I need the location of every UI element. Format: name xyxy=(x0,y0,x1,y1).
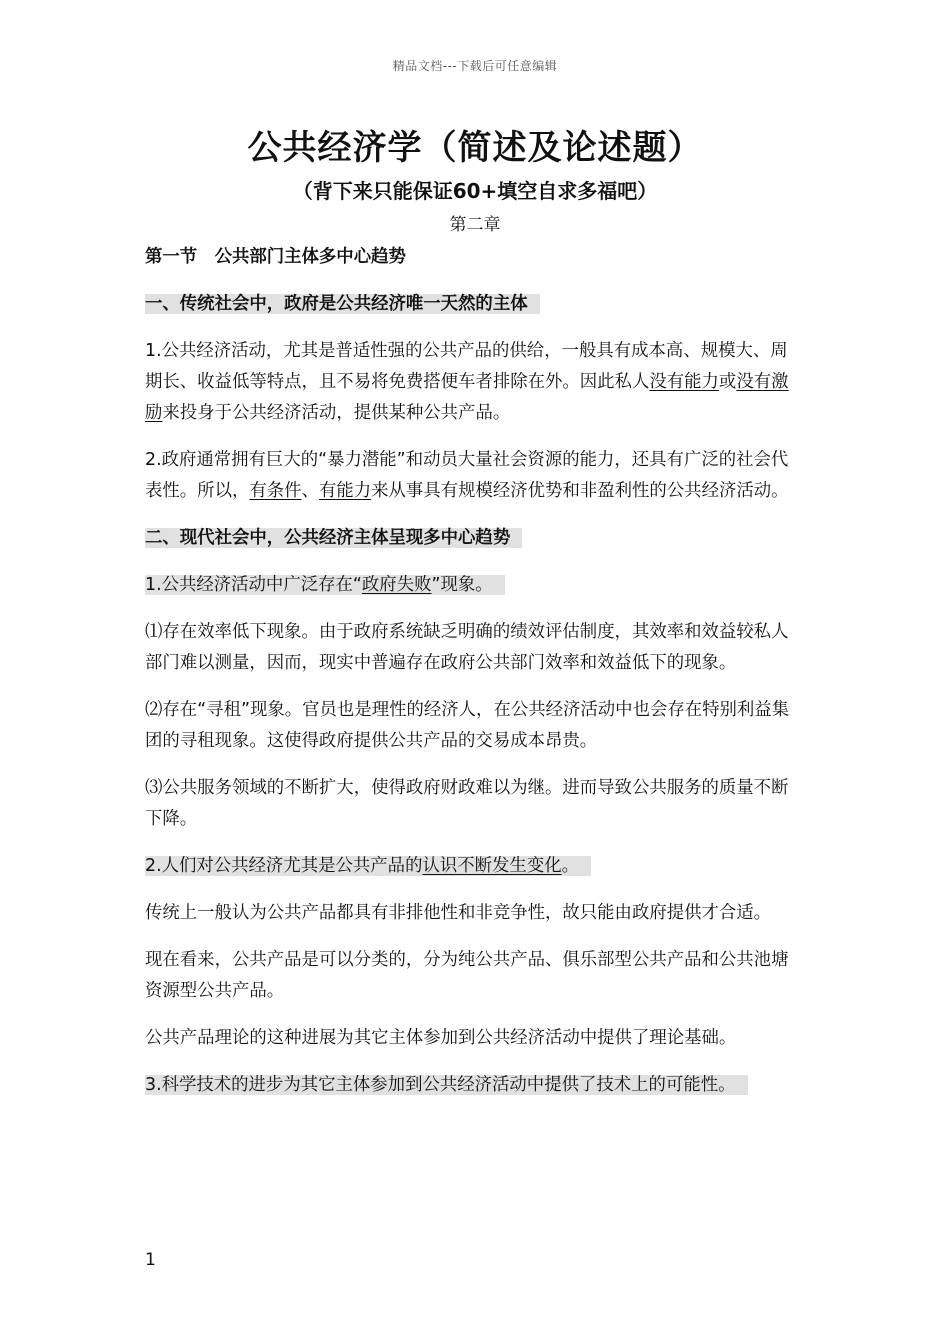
heading-modern xyxy=(145,523,805,554)
paragraph-1-text-c: 来投身于公共经济活动，提供某种公共产品。 xyxy=(162,403,511,423)
point-2 xyxy=(145,851,805,882)
underline-no-ability: 没有能力 xyxy=(649,372,719,392)
paragraph-1-text-a: 1.公共经济活动，尤其是普适性强的公共产品的供给，一般具有成本高、规模大、周期长、收益低等特点，且不易将免费搭便车者排除在外。因此私人 xyxy=(145,341,788,392)
point-3 xyxy=(145,1070,805,1101)
paragraph-2 xyxy=(145,445,805,507)
page-number: 1 xyxy=(145,1250,156,1270)
point-2-text-b: 。 xyxy=(561,856,580,876)
point-1-text-b: ”现象。 xyxy=(431,575,493,595)
underline-changing-understanding: 认识不断发生变化 xyxy=(422,856,562,876)
paragraph-1-text-b: 或 xyxy=(718,372,737,392)
section-heading: 第一节 公共部门主体多中心趋势 xyxy=(145,247,406,267)
document-subtitle: （背下来只能保证60+填空自求多福吧） xyxy=(292,179,658,203)
paragraph-4: 现在看来，公共产品是可以分类的，分为纯公共产品、俱乐部型公共产品和公共池塘资源型公共产品。 xyxy=(145,950,789,1001)
document-body xyxy=(145,242,805,1117)
header-note: 精品文档---下载后可任意编辑 xyxy=(392,59,558,73)
paragraph-2-text-a: 2.政府通常拥有巨大的“暴力潜能”和动员大量社会资源的能力，还具有广泛的社会代表性。所以， xyxy=(145,450,789,501)
point-3-highlight: 3.科学技术的进步为其它主体参加到公共经济活动中提供了技术上的可能性。 xyxy=(145,1075,748,1095)
point-1-text-a: 1.公共经济活动中广泛存在“ xyxy=(145,575,362,595)
underline-government-failure: 政府失败 xyxy=(361,575,432,595)
paragraph-5: 公共产品理论的这种进展为其它主体参加到公共经济活动中提供了理论基础。 xyxy=(145,1028,737,1048)
underline-has-ability: 有能力 xyxy=(318,481,372,501)
point-1-highlight xyxy=(145,575,505,595)
sub-point-2: ⑵存在“寻租”现象。官员也是理性的经济人，在公共经济活动中也会存在特别利益集团的寻租现象。这使得政府提供公共产品的交易成本昂贵。 xyxy=(145,700,790,751)
point-1 xyxy=(145,570,805,601)
underline-no-incentive: 没有激励 xyxy=(145,372,789,423)
underline-has-condition: 有条件 xyxy=(249,481,302,501)
chapter-heading: 第二章 xyxy=(449,215,501,235)
heading-traditional-text: 一、传统社会中，政府是公共经济唯一天然的主体 xyxy=(145,294,540,314)
heading-traditional xyxy=(145,289,805,320)
document-title: 公共经济学（简述及论述题） xyxy=(247,128,703,168)
paragraph-1 xyxy=(145,336,805,429)
sub-point-3: ⑶公共服务领域的不断扩大，使得政府财政难以为继。进而导致公共服务的质量不断下降。 xyxy=(145,778,789,829)
paragraph-2-text-b: 、 xyxy=(301,481,319,501)
paragraph-3: 传统上一般认为公共产品都具有非排他性和非竞争性，故只能由政府提供才合适。 xyxy=(145,903,772,923)
point-2-highlight xyxy=(145,856,591,876)
sub-point-1: ⑴存在效率低下现象。由于政府系统缺乏明确的绩效评估制度，其效率和效益较私人部门难以测量，因而，现实中普遍存在政府公共部门效率和效益低下的现象。 xyxy=(145,622,789,673)
point-2-text-a: 2.人们对公共经济尤其是公共产品的 xyxy=(145,856,423,876)
paragraph-2-text-c: 来从事具有规模经济优势和非盈利性的公共经济活动。 xyxy=(371,481,789,501)
heading-modern-text: 二、现代社会中，公共经济主体呈现多中心趋势 xyxy=(145,528,522,548)
